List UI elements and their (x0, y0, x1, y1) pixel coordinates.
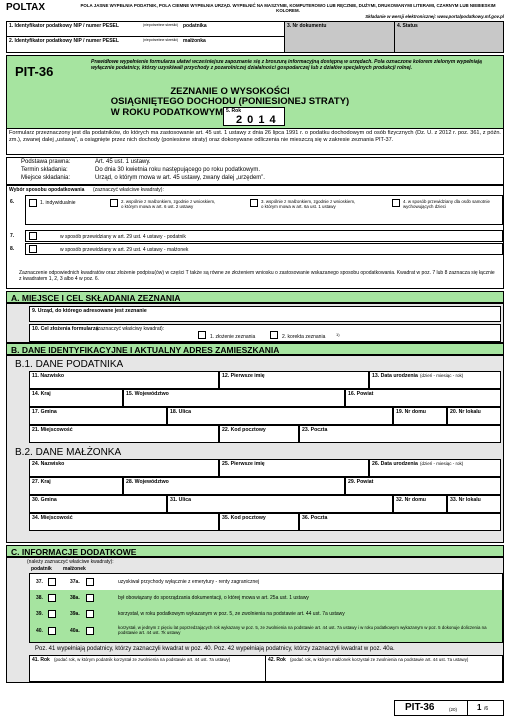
spouse-voivodeship-field[interactable] (123, 477, 345, 495)
section-c-body (6, 557, 504, 683)
taxpayer-street-field[interactable] (167, 407, 393, 425)
method-row-8-box (25, 243, 503, 255)
info-39-checkbox[interactable] (48, 610, 56, 618)
form-title-2: OSIĄGNIĘTEGO DOCHODU (PONIESIONEJ STRATY) (110, 96, 350, 107)
p41-note: Poz. 41 wypełniają podatnicy, którzy zaznaczyli kwadrat w poz. 40. Poz. 42 wypełniają podatnicy, którzy zaznaczyli kwadrat w poz. 40a. (35, 646, 395, 652)
taxpayer-post-office-label: 23. Poczta (302, 427, 328, 433)
taxpayer-commune-label: 17. Gmina (32, 409, 57, 415)
footer-code: PIT-36 (405, 702, 435, 713)
taxpayer-commune-field[interactable] (29, 407, 167, 425)
taxpayer-birthdate-field[interactable] (369, 371, 501, 389)
correction-checkbox[interactable] (270, 331, 278, 339)
info-text-37: uzyskiwał przychody wyłącznie z emerytury - renty zagranicznej (118, 579, 260, 585)
info-num-38a: 38a. (70, 595, 80, 601)
footer-pages: /6 (484, 706, 489, 712)
purpose-field (29, 324, 501, 342)
id-block (6, 21, 504, 53)
taxpayer-voivodeship-label: 15. Województwo (126, 391, 169, 397)
info-num-40: 40. (36, 628, 43, 634)
info-rows (29, 573, 503, 643)
instructions-text: POLA JASNE WYPEŁNIA PODATNIK, POLA CIEMNE WYPEŁNIA URZĄD. WYPEŁNIĆ NA MASZYNIE, KOMPUTEROWO LUB RĘCZNIE, DUŻYMI, DRUKOWANYMI LITERAMI, CZARNYM LUB NIEBIESKIM KOLOREM. (80, 3, 496, 14)
spouse-post-office-field[interactable] (299, 513, 501, 531)
section-a-title: A. MIEJSCE I CEL SKŁADANIA ZEZNANIA (11, 293, 181, 303)
f42-text: (podać rok, w którym małżonek korzystał ze zwolnienia na podstawie art. 44 ust. 7a ustawy) (290, 657, 469, 662)
method-note: Zaznaczenie odpowiednich kwadratów oraz złożenie podpisu(ów) w części T także są równe ze złożeniem wniosku o zastosowanie wskazanego sposobu opodatkowania. Kwadrat w poz. 7 lub 8 zaznacza się łącznie z kwadratem 1, 2, 3 albo 4 w poz. 6. (19, 270, 495, 282)
deadline-value: Do dnia 30 kwietnia roku następującego po roku podatkowym. (95, 167, 261, 173)
method-option-3-label: 3. wspólnie z małżonkiem, zgodnie z wnioskiem, o którym mowa w art. 6a ust. 1 ustawy (261, 199, 356, 210)
method-option-2-checkbox[interactable] (110, 199, 118, 207)
correction-footnote: 1) (336, 332, 340, 337)
b1-title: B.1. DANE PODATNIKA (15, 359, 124, 370)
spouse-city-field[interactable] (29, 513, 219, 531)
title-block (6, 55, 504, 155)
taxpayer-flat-label: 20. Nr lokalu (450, 409, 481, 415)
spouse-flat-label: 33. Nr lokalu (450, 497, 481, 503)
method-num-6: 6. (10, 199, 15, 205)
purpose-box (7, 128, 503, 154)
taxpayer-exemption-year-field[interactable] (30, 656, 266, 681)
info-num-39a: 39a. (70, 611, 80, 617)
spouse-voivodeship-label: 28. Województwo (126, 479, 169, 485)
spouse-county-field[interactable] (345, 477, 501, 495)
purpose-text: Formularz przeznaczony jest dla podatników, do których ma zastosowanie art. 45 ust. 1 ustawy z dnia 26 lipca 1991 r. o podatku dochodowym od osób fizycznych (Dz. U. z 2012 r. poz. 361, z późn. zm.), zwanej dalej „ustawą”, a osiągnięte przez nich dochody (poniesione straty) oraz dokonywane odliczenia nie mieszczą się w zakresie zeznania PIT-37. (9, 130, 501, 144)
purpose-label: 10. Cel złożenia formularza (32, 326, 99, 332)
method-title: Wybór sposobu opodatkowania (9, 187, 85, 193)
method-option-8-checkbox[interactable] (29, 245, 37, 253)
electronic-text: Składanie w wersji elektronicznej: www.portalpodatkowy.mf.gov.pl (365, 14, 504, 19)
info-text-39: korzystał, w roku podatkowym wykazanym w poz. 5, ze zwolnienia na podstawie art. 44 ust. 7a ustawy (118, 611, 345, 617)
field-3-label: 3. Nr dokumentu (287, 23, 327, 29)
office-label: 9. Urząd, do którego adresowane jest zeznanie (32, 308, 147, 314)
spouse-house-label: 32. Nr domu (396, 497, 426, 503)
taxpayer-county-field[interactable] (345, 389, 501, 407)
form-code: PIT-36 (15, 64, 54, 79)
field-1[interactable] (7, 22, 285, 37)
taxpayer-birthdate-label: 13. Data urodzenia (372, 373, 418, 379)
spouse-firstname-field[interactable] (219, 459, 369, 477)
info-row-39 (30, 606, 502, 622)
info-text-40: korzystał, w jednym z pięciu lat poprzedzających rok wykazany w poz. 5, ze zwolnienia na podstawie art. 44 ust. 7a ustawy i w roku podatkowym wykazanym w poz. 5 dokonuje doliczenia na podstawie art. 44 ust. 7k ustawy (118, 625, 487, 636)
b2-title: B.2. DANE MAŁŻONKA (15, 447, 122, 458)
taxpayer-post-office-field[interactable] (299, 425, 501, 443)
method-option-7-checkbox[interactable] (29, 232, 37, 240)
taxpayer-flat-field[interactable] (447, 407, 501, 425)
info-39a-checkbox[interactable] (86, 610, 94, 618)
form-intro: Prawidłowe wypełnienie formularza ułatwi wcześniejsze zapoznanie się z broszurą informacyjną dostępną w urzędach. Pola oznaczone kolorem zielonym wypełniają wyłącznie podatnicy, którzy uzyskiwali przychody z pozarolniczej działalności gospodarczej lub z działów specjalnych produkcji rolnej. (91, 59, 482, 72)
section-c-header (6, 545, 504, 557)
spouse-post-office-label: 36. Poczta (302, 515, 328, 521)
method-row-6 (7, 195, 503, 227)
field-4-label: 4. Status (397, 23, 418, 29)
info-row-40 (30, 622, 502, 642)
field-2[interactable] (7, 37, 285, 52)
footer-box (394, 700, 504, 716)
taxpayer-street-label: 18. Ulica (170, 409, 192, 415)
footer-page: 1 (477, 703, 482, 712)
taxpayer-birthdate-note: (dzień - miesiąc - rok) (420, 373, 464, 378)
field-1-label: 1. Identyfikator podatkowy NIP / numer PESEL (9, 23, 119, 29)
method-num-7: 7. (10, 233, 15, 239)
taxpayer-surname-field[interactable] (29, 371, 219, 389)
filing-label: 1. złożenie zeznania (210, 334, 256, 340)
basis-label: Podstawa prawna: (21, 159, 71, 165)
field-3 (285, 22, 395, 52)
field-1-note: (niepotrzebne skreślić) (143, 23, 179, 27)
taxpayer-city-label: 21. Miejscowość (32, 427, 73, 433)
method-option-3-checkbox[interactable] (250, 199, 258, 207)
info-num-37: 37. (36, 579, 43, 585)
brand-label: POLTAX (6, 2, 46, 13)
info-num-38: 38. (36, 595, 43, 601)
taxpayer-voivodeship-field[interactable] (123, 389, 345, 407)
spouse-birthdate-field[interactable] (369, 459, 501, 477)
spouse-house-field[interactable] (393, 495, 447, 513)
method-row-8 (7, 243, 503, 256)
filing-checkbox[interactable] (198, 331, 206, 339)
method-option-7-label: w sposób przewidziany w art. 29 ust. 4 ustawy - podatnik (60, 234, 186, 240)
footer-version: (20) (449, 707, 458, 712)
field-4 (395, 22, 503, 52)
method-option-4-checkbox[interactable] (392, 199, 400, 207)
method-option-2-label: 2. wspólnie z małżonkiem, zgodnie z wnioskiem, o którym mowa w art. 6 ust. 2 ustawy (121, 199, 216, 210)
taxpayer-house-field[interactable] (393, 407, 447, 425)
form-title-1: ZEZNANIE O WYSOKOŚCI (170, 86, 290, 97)
info-40a-checkbox[interactable] (86, 627, 94, 635)
method-block (6, 185, 504, 289)
spouse-flat-field[interactable] (447, 495, 501, 513)
info-38-checkbox[interactable] (48, 594, 56, 602)
year-field[interactable] (223, 107, 285, 126)
taxpayer-county-label: 16. Powiat (348, 391, 374, 397)
field-1-who: podatnika (183, 23, 207, 29)
spouse-city-label: 34. Miejscowość (32, 515, 73, 521)
spouse-surname-label: 24. Nazwisko (32, 461, 65, 467)
method-option-4-label: 4. w sposób przewidziany dla osób samotnie wychowujących dzieci (403, 199, 490, 210)
method-row-7 (7, 230, 503, 243)
years-row (29, 655, 503, 682)
f42-label: 42. Rok (268, 657, 286, 663)
legal-block (6, 157, 504, 185)
info-row-38 (30, 590, 502, 606)
spouse-street-field[interactable] (167, 495, 393, 513)
method-num-8: 8. (10, 246, 15, 252)
footer-divider (467, 701, 468, 715)
method-options (25, 195, 503, 225)
f41-label: 41. Rok (32, 657, 50, 663)
taxpayer-postcode-field[interactable] (219, 425, 299, 443)
year-label: 5. Rok (226, 108, 242, 114)
purpose-note: (zaznaczyć właściwy kwadrat): (96, 326, 165, 332)
info-text-38: był obowiązany do sporządzania dokumentacji, o której mowa w art. 25a ust. 1 ustawy (118, 595, 309, 601)
deadline-label: Termin składania: (21, 167, 68, 173)
spouse-birthdate-label: 26. Data urodzenia (372, 461, 418, 467)
spouse-county-label: 29. Powiat (348, 479, 374, 485)
office-field[interactable] (29, 306, 501, 322)
section-b-body (6, 355, 504, 543)
info-38a-checkbox[interactable] (86, 594, 94, 602)
info-40-checkbox[interactable] (48, 627, 56, 635)
info-num-40a: 40a. (70, 628, 80, 634)
field-2-note: (niepotrzebne skreślić) (143, 38, 179, 42)
f41-text: (podać rok, w którym podatnik korzystał ze zwolnienia na podstawie art. 44 ust. 7a ustawy) (54, 657, 231, 662)
section-a-body (6, 303, 504, 343)
correction-label: 2. korekta zeznania (282, 334, 326, 340)
taxpayer-firstname-field[interactable] (219, 371, 369, 389)
info-37-checkbox[interactable] (48, 578, 56, 586)
taxpayer-house-label: 19. Nr domu (396, 409, 426, 415)
spouse-street-label: 31. Ulica (170, 497, 192, 503)
spouse-commune-field[interactable] (29, 495, 167, 513)
place-label: Miejsce składania: (21, 175, 71, 181)
spouse-postcode-label: 35. Kod pocztowy (222, 515, 266, 521)
taxpayer-country-field[interactable] (29, 389, 123, 407)
section-b-title: B. DANE IDENTYFIKACYJNE I AKTUALNY ADRES ZAMIESZKANIA (11, 345, 280, 355)
basis-value: Art. 45 ust. 1 ustawy. (95, 159, 151, 165)
col-spouse: małżonek (63, 566, 86, 572)
section-a-header (6, 291, 504, 303)
spouse-exemption-year-field[interactable] (266, 656, 502, 681)
form-title-3: W ROKU PODATKOWYM (110, 107, 223, 118)
field-2-label: 2. Identyfikator podatkowy NIP / numer PESEL (9, 38, 119, 44)
method-title-note: (zaznaczyć właściwe kwadraty): (93, 187, 164, 193)
spouse-country-field[interactable] (29, 477, 123, 495)
section-c-note: (należy zaznaczyć właściwe kwadraty): (27, 559, 114, 565)
spouse-surname-field[interactable] (29, 459, 219, 477)
info-num-37a: 37a. (70, 579, 80, 585)
method-row-7-box (25, 230, 503, 242)
spouse-birthdate-note: (dzień - miesiąc - rok) (420, 461, 464, 466)
spouse-commune-label: 30. Gmina (32, 497, 57, 503)
taxpayer-city-field[interactable] (29, 425, 219, 443)
taxpayer-firstname-label: 12. Pierwsze imię (222, 373, 265, 379)
taxpayer-surname-label: 11. Nazwisko (32, 373, 65, 379)
col-taxpayer: podatnik (31, 566, 52, 572)
spouse-postcode-field[interactable] (219, 513, 299, 531)
info-num-39: 39. (36, 611, 43, 617)
method-option-8-label: w sposób przewidziany w art. 29 ust. 4 ustawy - małżonek (60, 247, 189, 253)
info-37a-checkbox[interactable] (86, 578, 94, 586)
method-option-1-label: 1. indywidualnie (40, 200, 76, 206)
taxpayer-country-label: 14. Kraj (32, 391, 51, 397)
section-c-title: C. INFORMACJE DODATKOWE (11, 547, 137, 557)
taxpayer-postcode-label: 22. Kod pocztowy (222, 427, 266, 433)
method-option-1-checkbox[interactable] (29, 199, 37, 207)
place-value: Urząd, o którym mowa w art. 45 ustawy, zwany dalej „urzędem”. (95, 175, 265, 181)
year-value: 2 0 1 4 (236, 114, 277, 126)
info-row-37 (30, 574, 502, 590)
field-2-who: małżonka (183, 38, 206, 44)
section-b-header (6, 343, 504, 355)
spouse-country-label: 27. Kraj (32, 479, 51, 485)
spouse-firstname-label: 25. Pierwsze imię (222, 461, 265, 467)
